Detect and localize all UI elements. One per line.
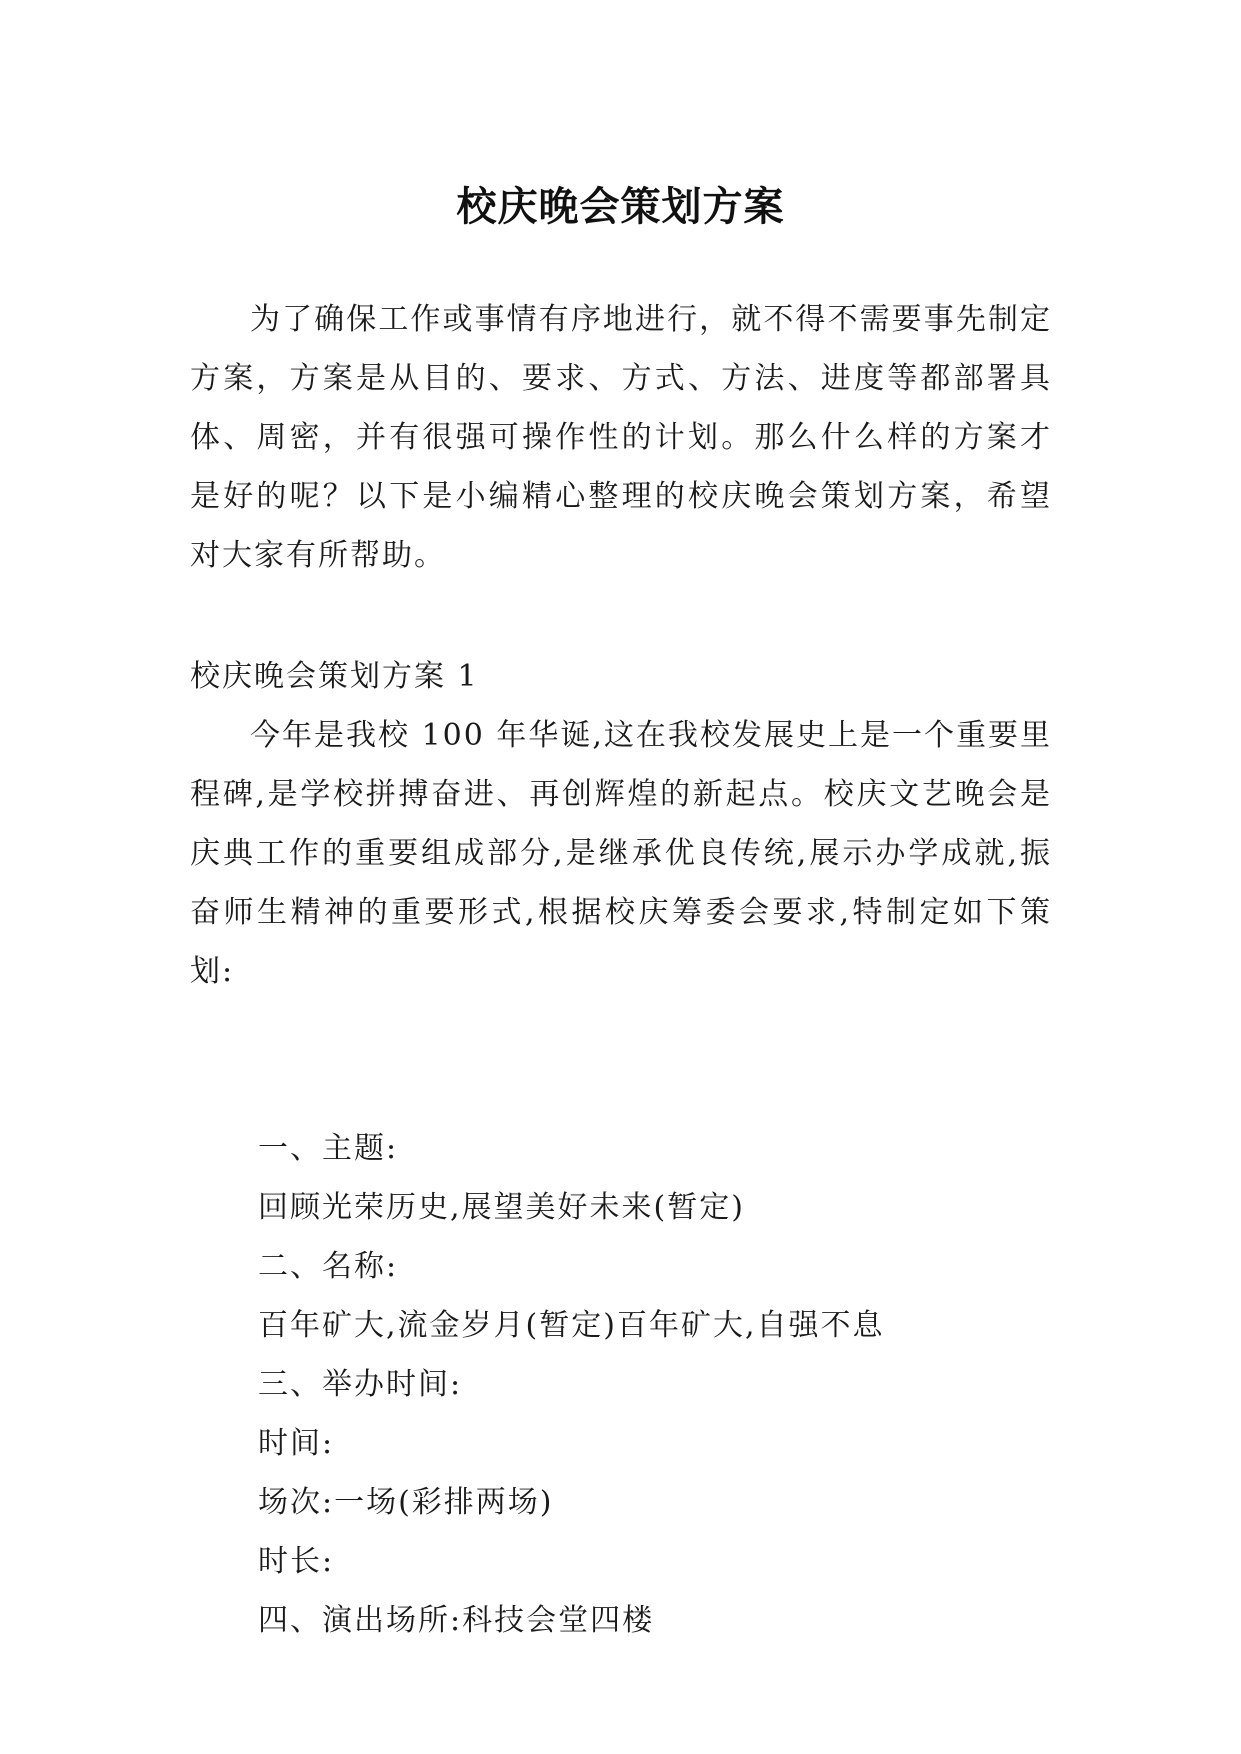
outline-item-name-heading: 二、名称:: [258, 1249, 399, 1284]
outline-item-sessions: 场次:一场(彩排两场): [258, 1485, 554, 1520]
section-paragraph: 今年是我校 100 年华诞,这在我校发展史上是一个重要里程碑,是学校拼搏奋进、再创辉煌的新起点。校庆文艺晚会是庆典工作的重要组成部分,是继承优良传统,展示办学成就,振奋师生精神的重要形式,根据校庆筹委会要求,特制定如下策划:: [190, 718, 1052, 989]
outline-item-time: 时间:: [258, 1426, 335, 1461]
document-title: 校庆晚会策划方案: [456, 182, 785, 230]
outline-list: [190, 1119, 1052, 1650]
outline-item-theme-heading: 一、主题:: [258, 1131, 399, 1166]
outline-item-venue: 四、演出场所:科技会堂四楼: [258, 1603, 655, 1638]
document-body: [190, 290, 1052, 1650]
outline-item-duration: 时长:: [258, 1544, 335, 1579]
outline-item-name: 百年矿大,流金岁月(暂定)百年矿大,自强不息: [258, 1308, 885, 1343]
section-heading: 校庆晚会策划方案 1: [190, 659, 479, 694]
outline-item-theme: 回顾光荣历史,展望美好未来(暂定): [258, 1190, 745, 1225]
intro-paragraph: 为了确保工作或事情有序地进行，就不得不需要事先制定方案，方案是从目的、要求、方式、方法、进度等都部署具体、周密，并有很强可操作性的计划。那么什么样的方案才是好的呢？以下是小编精心整理的校庆晚会策划方案，希望对大家有所帮助。: [190, 302, 1052, 573]
outline-item-time-heading: 三、举办时间:: [258, 1367, 463, 1402]
